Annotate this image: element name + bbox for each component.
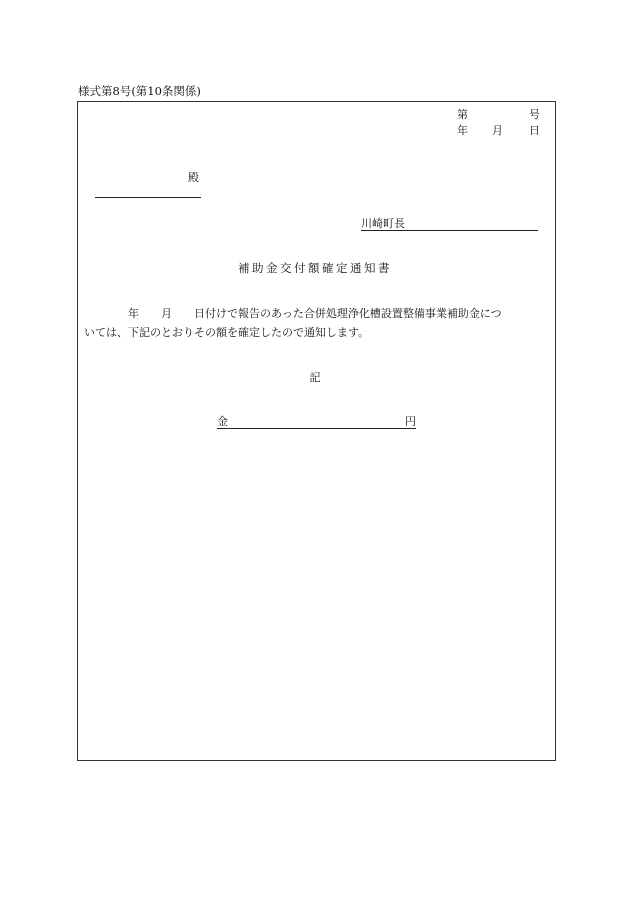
recipient-honorific: 殿	[188, 171, 199, 184]
recipient-blank	[95, 183, 201, 198]
form-label: 様式第8号(第10条関係)	[78, 84, 201, 98]
issuer-name: 川崎町長	[361, 217, 405, 230]
date-day-label: 日	[529, 124, 540, 137]
body-text-line-2: いては、下記のとおりその額を確定したので通知します。	[84, 326, 370, 339]
document-frame	[77, 101, 556, 761]
amount-blank	[217, 416, 416, 429]
ki-heading: 記	[309, 371, 321, 384]
document-title: 補助金交付額確定通知書	[238, 261, 392, 275]
date-year-label: 年	[457, 124, 468, 137]
number-suffix: 号	[529, 108, 540, 121]
amount-prefix: 金	[217, 415, 228, 428]
body-text-line-1: 年 月 日付けで報告のあった合併処理浄化槽設置整備事業補助金につ	[84, 307, 502, 320]
date-month-label: 月	[492, 124, 503, 137]
amount-suffix: 円	[405, 415, 416, 428]
number-prefix: 第	[457, 108, 468, 121]
